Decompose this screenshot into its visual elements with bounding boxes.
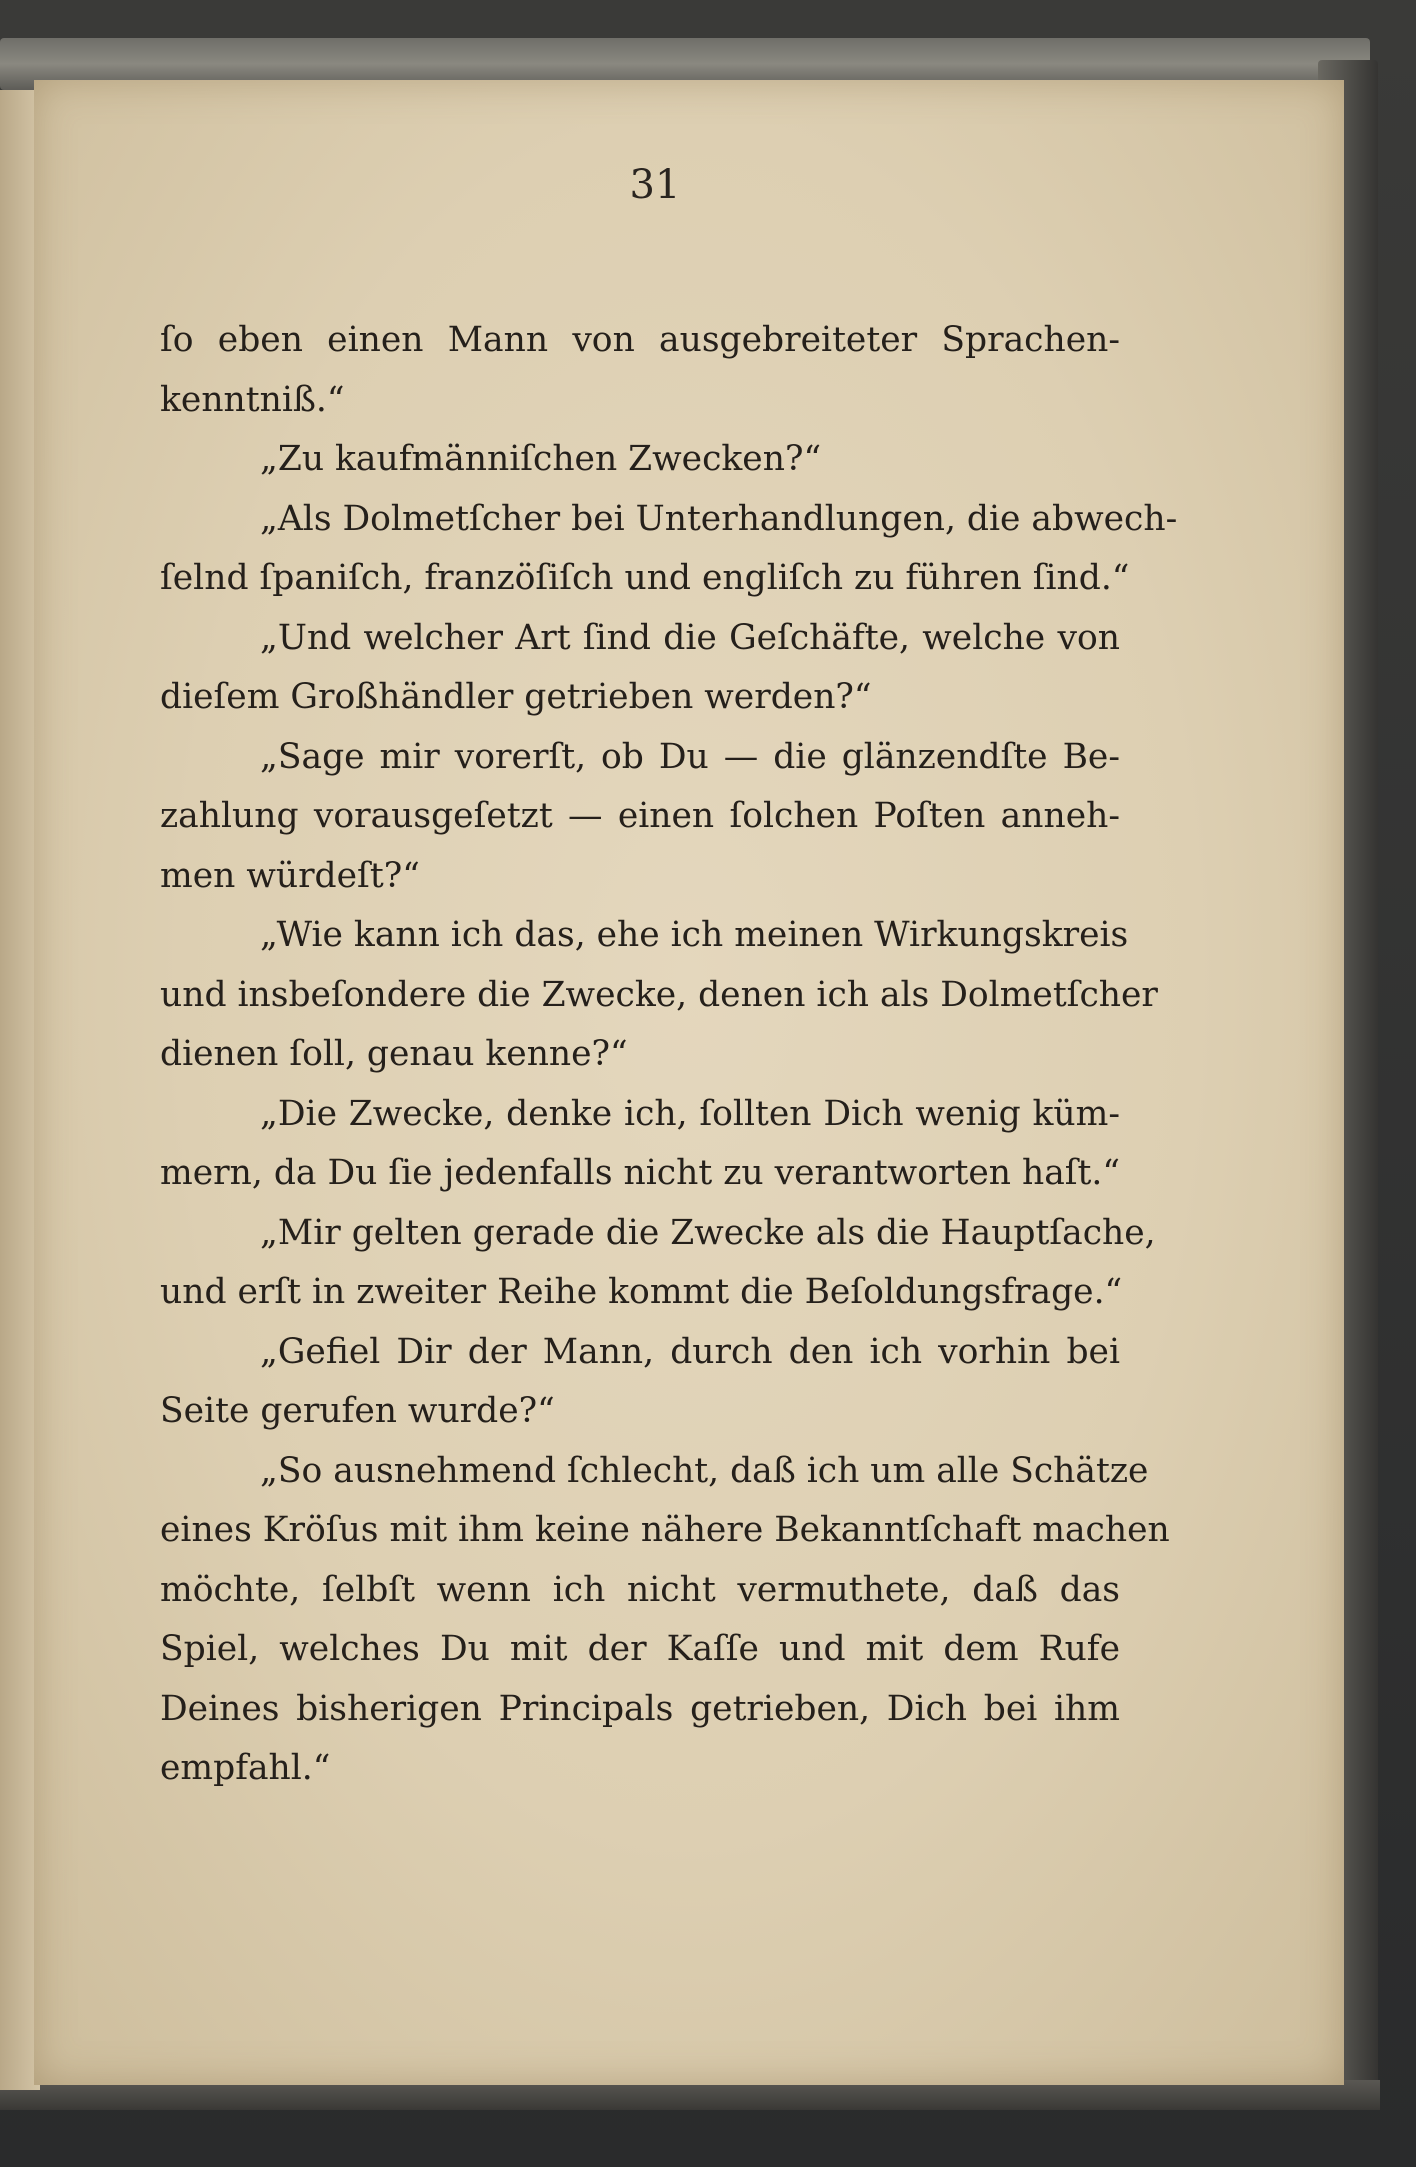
text-line: „Zu kaufmänniſchen Zwecken?“ [260, 439, 822, 479]
text-line: Deines bisherigen Principals getrieben, Dich bei ihm [160, 1688, 1120, 1729]
text-line: kenntniß.“ [160, 379, 345, 420]
text-line: Spiel, welches Du mit der Kaſſe und mit dem Rufe [160, 1629, 1120, 1669]
page-number: 31 [629, 162, 681, 208]
text-line: dieſem Großhändler getrieben werden?“ [160, 677, 872, 717]
text-line: „Und welcher Art ſind die Geſchäfte, welche von [260, 617, 1120, 658]
text-line: „Sage mir vorerſt, ob Du — die glänzendſte Be- [260, 736, 1120, 777]
text-line: men würdeſt?“ [160, 855, 420, 896]
text-line: „Als Dolmetſcher bei Unterhandlungen, die abwech- [260, 498, 1178, 539]
text-line: „Die Zwecke, denke ich, ſollten Dich wenig küm- [260, 1093, 1120, 1134]
text-line: und erſt in zweiter Reihe kommt die Beſoldungsfrage.“ [160, 1272, 1123, 1312]
text-line: „So ausnehmend ſchlecht, daß ich um alle Schätze [260, 1450, 1149, 1491]
text-line: und insbeſondere die Zwecke, denen ich als Dolmetſcher [160, 974, 1158, 1015]
text-line: empfahl.“ [160, 1748, 331, 1788]
text-line: eines Kröſus mit ihm keine nähere Bekanntſchaft machen [160, 1510, 1170, 1550]
text-line: „Gefiel Dir der Mann, durch den ich vorhin bei [260, 1331, 1120, 1372]
text-line: ſo eben einen Mann von ausgebreiteter Sprachen- [160, 320, 1120, 360]
text-line: „Mir gelten gerade die Zwecke als die Hauptſache, [260, 1212, 1156, 1253]
text-line: Seite gerufen wurde?“ [160, 1391, 555, 1431]
text-line: mern, da Du ſie jedenfalls nicht zu verantworten haſt.“ [160, 1153, 1120, 1193]
text-line: möchte, ſelbſt wenn ich nicht vermuthete, daß das [160, 1569, 1120, 1610]
text-line: ſelnd ſpaniſch, franzöſiſch und engliſch zu führen ſind.“ [160, 558, 1130, 598]
text-line: dienen ſoll, genau kenne?“ [160, 1034, 628, 1074]
text-line: „Wie kann ich das, ehe ich meinen Wirkungskreis [260, 915, 1129, 955]
text-line: zahlung vorausgeſetzt — einen ſolchen Poſten anneh- [160, 796, 1120, 836]
